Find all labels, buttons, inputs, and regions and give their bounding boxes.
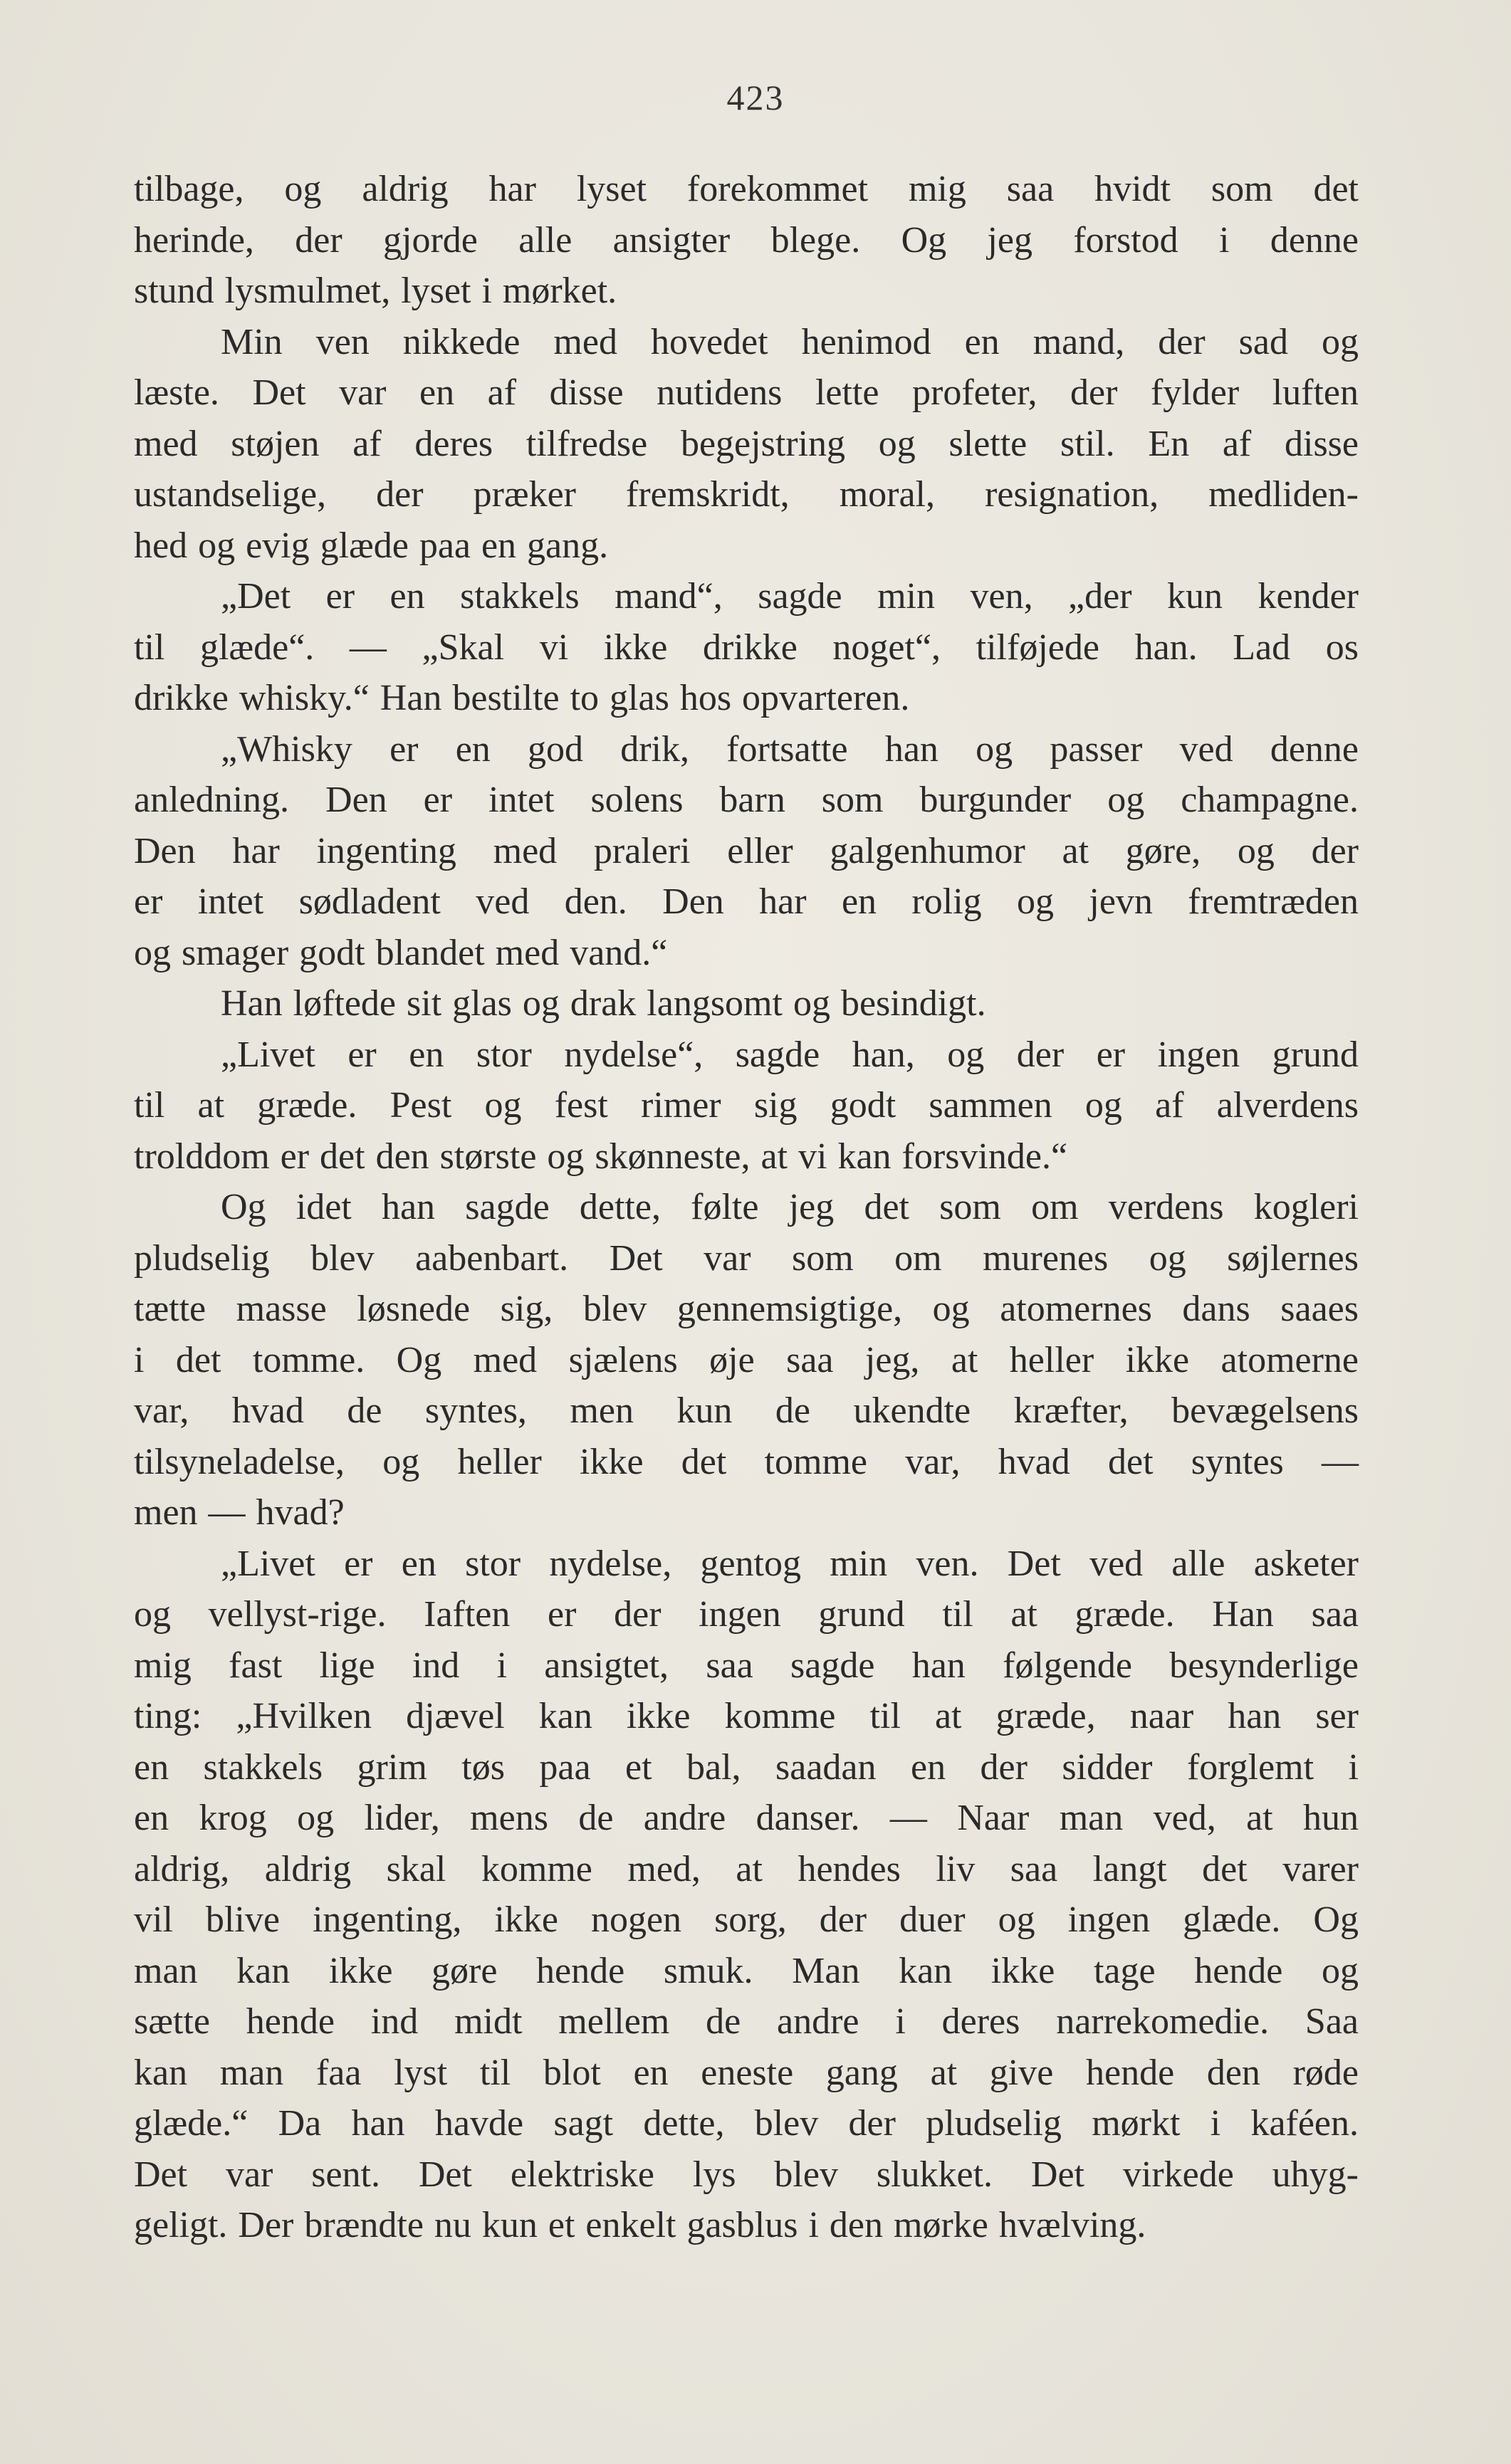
text-line: men — hvad? xyxy=(134,1492,345,1533)
text-line: vil blive ingenting, ikke nogen sorg, der duer og ingen glæde. Og xyxy=(134,1899,1359,1940)
paragraph xyxy=(134,164,1359,317)
text-line: ting: „Hvilken djævel kan ikke komme til at græde, naar han ser xyxy=(134,1696,1359,1736)
body-text xyxy=(134,164,1359,2251)
text-line: anledning. Den er intet solens barn som burgunder og champagne. xyxy=(134,780,1359,820)
text-line: kan man faa lyst til blot en eneste gang at give hende den røde xyxy=(134,2052,1359,2093)
text-line: pludselig blev aabenbart. Det var som om murenes og søjlernes xyxy=(134,1237,1359,1279)
text-line: Det var sent. Det elektriske lys blev slukket. Det virkede uhyg- xyxy=(134,2154,1359,2195)
paragraph xyxy=(134,1029,1359,1183)
text-line: sætte hende ind midt mellem de andre i deres narrekomedie. Saa xyxy=(134,2001,1359,2042)
paragraph xyxy=(134,1538,1359,2251)
text-line: i det tomme. Og med sjælens øje saa jeg, at heller ikke atomerne xyxy=(134,1339,1359,1380)
text-line: er intet sødladent ved den. Den har en rolig og jevn fremtræden xyxy=(134,881,1359,922)
paragraph xyxy=(134,1182,1359,1538)
text-line: „Whisky er en god drik, fortsatte han og passer ved denne xyxy=(221,728,1359,770)
paragraph xyxy=(134,978,1359,1029)
text-line: og vellyst-rige. Iaften er der ingen grund til at græde. Han saa xyxy=(134,1594,1359,1635)
text-line: og smager godt blandet med vand.“ xyxy=(134,932,668,973)
text-line: man kan ikke gøre hende smuk. Man kan ikke tage hende og xyxy=(134,1950,1359,1991)
text-line: Den har ingenting med praleri eller galgenhumor at gøre, og der xyxy=(134,830,1359,871)
text-line: ustandselige, der præker fremskridt, moral, resignation, medliden- xyxy=(134,474,1359,515)
text-line: trolddom er det den største og skønneste, at vi kan forsvinde.“ xyxy=(134,1136,1068,1177)
text-line: aldrig, aldrig skal komme med, at hendes liv saa langt det varer xyxy=(134,1848,1359,1889)
paragraph xyxy=(134,724,1359,979)
text-line: tilsyneladelse, og heller ikke det tomme var, hvad det syntes — xyxy=(134,1441,1359,1482)
text-line: drikke whisky.“ Han bestilte to glas hos opvarteren. xyxy=(134,678,910,718)
paragraph xyxy=(134,571,1359,724)
text-line: glæde.“ Da han havde sagt dette, blev der pludselig mørkt i kaféen. xyxy=(134,2103,1359,2144)
page-number: 423 xyxy=(726,78,785,117)
text-line: hed og evig glæde paa en gang. xyxy=(134,525,609,566)
text-line: en krog og lider, mens de andre danser. — Naar man ved, at hun xyxy=(134,1798,1359,1838)
text-line: „Livet er en stor nydelse, gentog min ven. Det ved alle asketer xyxy=(221,1543,1359,1584)
paragraph xyxy=(134,317,1359,572)
text-line: læste. Det var en af disse nutidens lette profeter, der fylder luften xyxy=(134,372,1359,413)
text-line: Min ven nikkede med hovedet henimod en mand, der sad og xyxy=(221,321,1359,362)
text-line: Og idet han sagde dette, følte jeg det som om verdens kogleri xyxy=(221,1187,1359,1227)
text-line: tilbage, og aldrig har lyset forekommet mig saa hvidt som det xyxy=(134,169,1359,209)
text-line: „Livet er en stor nydelse“, sagde han, og der er ingen grund xyxy=(221,1034,1359,1075)
text-line: tætte masse løsnede sig, blev gennemsigtige, og atomernes dans saaes xyxy=(134,1289,1359,1329)
text-line: en stakkels grim tøs paa et bal, saadan en der sidder forglemt i xyxy=(134,1746,1359,1788)
text-line: med støjen af deres tilfredse begejstring og slette stil. En af disse xyxy=(134,423,1359,464)
text-line: Han løftede sit glas og drak langsomt og besindigt. xyxy=(221,983,986,1024)
text-line: til glæde“. — „Skal vi ikke drikke noget“, tilføjede han. Lad os xyxy=(134,627,1359,668)
text-line: „Det er en stakkels mand“, sagde min ven, „der kun kender xyxy=(221,576,1359,617)
text-line: til at græde. Pest og fest rimer sig godt sammen og af alverdens xyxy=(134,1085,1359,1126)
text-line: herinde, der gjorde alle ansigter blege. Og jeg forstod i denne xyxy=(134,219,1359,261)
text-line: stund lysmulmet, lyset i mørket. xyxy=(134,271,617,311)
text-line: mig fast lige ind i ansigtet, saa sagde han følgende besynderlige xyxy=(134,1645,1359,1686)
text-line: geligt. Der brændte nu kun et enkelt gasblus i den mørke hvælving. xyxy=(134,2205,1146,2245)
text-line: var, hvad de syntes, men kun de ukendte kræfter, bevægelsens xyxy=(134,1390,1359,1431)
